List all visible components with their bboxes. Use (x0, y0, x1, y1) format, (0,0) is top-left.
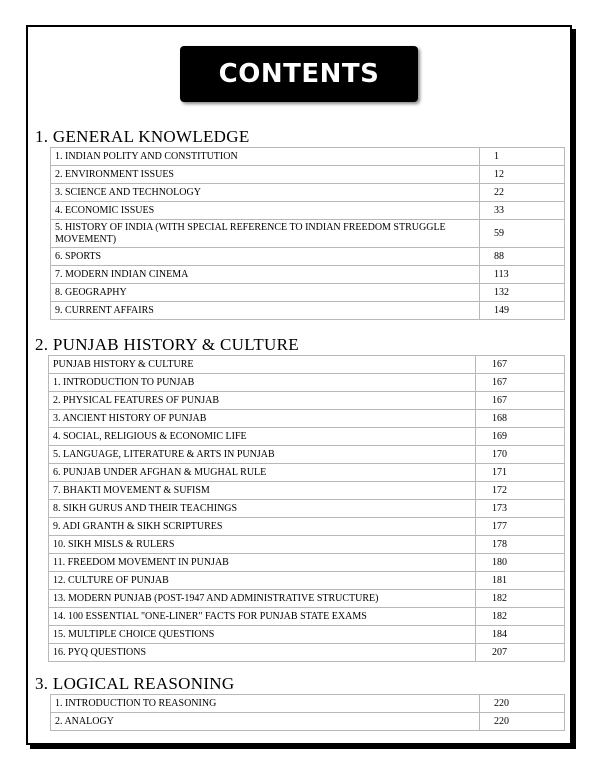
toc-page-number: 88 (480, 248, 565, 266)
toc-table-punjab-history (48, 355, 565, 662)
toc-entry-title: 9. ADI GRANTH & SIKH SCRIPTURES (49, 518, 476, 536)
toc-entry-title: 8. GEOGRAPHY (51, 284, 480, 302)
toc-page-number: 1 (480, 148, 565, 166)
toc-row[interactable] (51, 695, 565, 713)
toc-row[interactable] (51, 713, 565, 731)
toc-page-number: 172 (476, 482, 565, 500)
toc-page-number: 180 (476, 554, 565, 572)
toc-page-number: 184 (476, 626, 565, 644)
toc-row[interactable] (49, 608, 565, 626)
toc-row[interactable] (49, 392, 565, 410)
toc-row[interactable] (51, 220, 565, 248)
toc-row[interactable] (49, 572, 565, 590)
toc-entry-title: 5. LANGUAGE, LITERATURE & ARTS IN PUNJAB (49, 446, 476, 464)
toc-entry-title: 13. MODERN PUNJAB (POST-1947 AND ADMINISTRATIVE STRUCTURE) (49, 590, 476, 608)
toc-row[interactable] (51, 284, 565, 302)
toc-entry-title: 2. ANALOGY (51, 713, 480, 731)
toc-page-number: 170 (476, 446, 565, 464)
toc-entry-title: 4. SOCIAL, RELIGIOUS & ECONOMIC LIFE (49, 428, 476, 446)
toc-entry-title: 2. PHYSICAL FEATURES OF PUNJAB (49, 392, 476, 410)
toc-entry-title: 4. ECONOMIC ISSUES (51, 202, 480, 220)
toc-page-number: 182 (476, 608, 565, 626)
toc-entry-title: 8. SIKH GURUS AND THEIR TEACHINGS (49, 500, 476, 518)
section-heading-punjab-history: 2. PUNJAB HISTORY & CULTURE (35, 335, 299, 354)
toc-entry-title: 3. SCIENCE AND TECHNOLOGY (51, 184, 480, 202)
toc-page-number: 132 (480, 284, 565, 302)
toc-page-number: 59 (480, 220, 565, 248)
toc-entry-title: 11. FREEDOM MOVEMENT IN PUNJAB (49, 554, 476, 572)
toc-row[interactable] (49, 356, 565, 374)
toc-row[interactable] (49, 410, 565, 428)
toc-row[interactable] (51, 166, 565, 184)
toc-page-number: 168 (476, 410, 565, 428)
toc-row[interactable] (49, 590, 565, 608)
toc-row[interactable] (51, 202, 565, 220)
toc-page-number: 171 (476, 464, 565, 482)
toc-row[interactable] (49, 518, 565, 536)
toc-page-number: 173 (476, 500, 565, 518)
toc-page-number: 149 (480, 302, 565, 320)
toc-row[interactable] (49, 464, 565, 482)
toc-entry-title: 16. PYQ QUESTIONS (49, 644, 476, 662)
toc-entry-title: 15. MULTIPLE CHOICE QUESTIONS (49, 626, 476, 644)
toc-row[interactable] (49, 626, 565, 644)
toc-entry-title: 9. CURRENT AFFAIRS (51, 302, 480, 320)
toc-row[interactable] (51, 302, 565, 320)
toc-row[interactable] (49, 554, 565, 572)
toc-entry-title: 10. SIKH MISLS & RULERS (49, 536, 476, 554)
toc-row[interactable] (51, 266, 565, 284)
toc-entry-title: 1. INTRODUCTION TO REASONING (51, 695, 480, 713)
toc-page-number: 181 (476, 572, 565, 590)
toc-row[interactable] (49, 374, 565, 392)
toc-row[interactable] (49, 536, 565, 554)
toc-page-number: 167 (476, 356, 565, 374)
toc-page-number: 220 (480, 713, 565, 731)
toc-page-number: 167 (476, 374, 565, 392)
toc-page-number: 182 (476, 590, 565, 608)
toc-row[interactable] (49, 482, 565, 500)
toc-row[interactable] (49, 428, 565, 446)
toc-row[interactable] (49, 446, 565, 464)
contents-title-banner (180, 46, 418, 102)
toc-entry-title: 1. INDIAN POLITY AND CONSTITUTION (51, 148, 480, 166)
toc-entry-title: 12. CULTURE OF PUNJAB (49, 572, 476, 590)
toc-row[interactable] (51, 148, 565, 166)
toc-entry-title: 6. SPORTS (51, 248, 480, 266)
toc-row[interactable] (49, 644, 565, 662)
toc-row[interactable] (51, 184, 565, 202)
toc-page-number: 12 (480, 166, 565, 184)
toc-page-number: 169 (476, 428, 565, 446)
toc-entry-title: 2. ENVIRONMENT ISSUES (51, 166, 480, 184)
toc-entry-title: PUNJAB HISTORY & CULTURE (49, 356, 476, 374)
toc-page-number: 207 (476, 644, 565, 662)
toc-page-number: 113 (480, 266, 565, 284)
section-heading-logical-reasoning: 3. LOGICAL REASONING (35, 674, 235, 693)
toc-table-general-knowledge (50, 147, 565, 320)
toc-page-number: 178 (476, 536, 565, 554)
toc-entry-title: 1. INTRODUCTION TO PUNJAB (49, 374, 476, 392)
toc-page-number: 22 (480, 184, 565, 202)
toc-row[interactable] (51, 248, 565, 266)
section-heading-general-knowledge: 1. GENERAL KNOWLEDGE (35, 127, 250, 146)
toc-entry-title: 3. ANCIENT HISTORY OF PUNJAB (49, 410, 476, 428)
toc-page-number: 220 (480, 695, 565, 713)
toc-row[interactable] (49, 500, 565, 518)
page-title: CONTENTS (218, 59, 380, 89)
toc-page-number: 33 (480, 202, 565, 220)
toc-table-logical-reasoning (50, 694, 565, 731)
toc-entry-title: 5. HISTORY OF INDIA (WITH SPECIAL REFERENCE TO INDIAN FREEDOM STRUGGLE MOVEMENT) (51, 220, 480, 248)
toc-page-number: 177 (476, 518, 565, 536)
toc-entry-title: 14. 100 ESSENTIAL "ONE-LINER" FACTS FOR PUNJAB STATE EXAMS (49, 608, 476, 626)
toc-page-number: 167 (476, 392, 565, 410)
toc-entry-title: 6. PUNJAB UNDER AFGHAN & MUGHAL RULE (49, 464, 476, 482)
toc-entry-title: 7. MODERN INDIAN CINEMA (51, 266, 480, 284)
toc-entry-title: 7. BHAKTI MOVEMENT & SUFISM (49, 482, 476, 500)
